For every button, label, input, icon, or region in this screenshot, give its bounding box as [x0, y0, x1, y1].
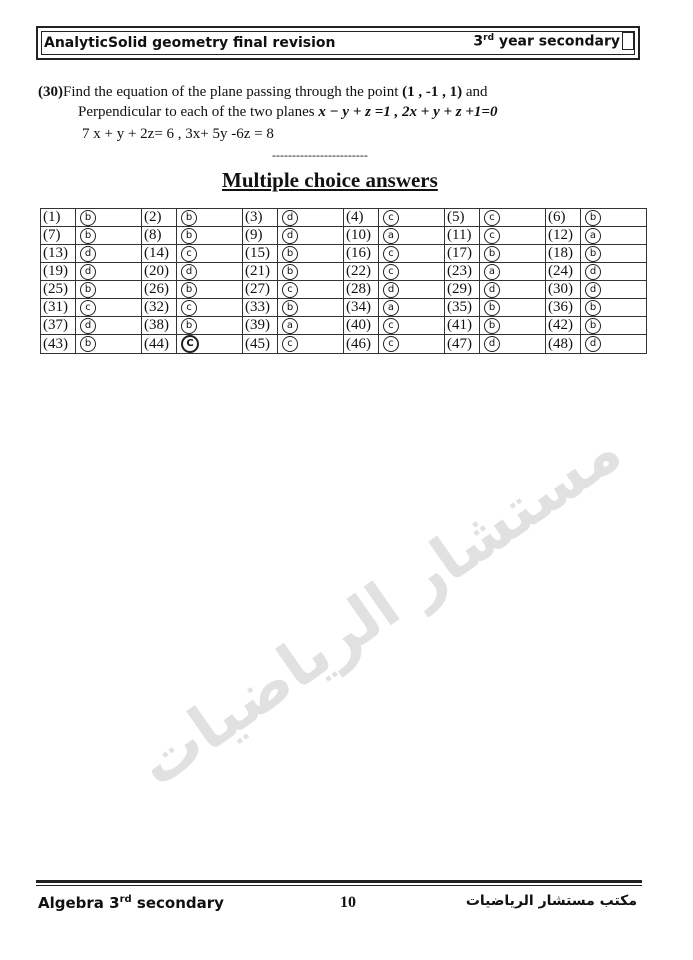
answer-cell: [581, 317, 647, 335]
question-number-cell: (1): [41, 209, 76, 227]
page-number: 10: [340, 894, 356, 911]
question-number-cell: (33): [243, 299, 278, 317]
question-line-3: 7 x + y + 2z= 6 , 3x+ 5y -6z = 8: [82, 126, 274, 142]
answer-choice-circle: d: [80, 264, 96, 280]
answer-cell: [581, 227, 647, 245]
footer-subject: [38, 894, 224, 912]
header-title: AnalyticSolid geometry final revision: [44, 35, 336, 51]
header-year-number: 3: [473, 33, 484, 50]
question-number-cell: (38): [142, 317, 177, 335]
question-number-cell: (6): [546, 209, 581, 227]
answer-cell: [278, 263, 344, 281]
answer-choice-circle: b: [181, 282, 197, 298]
question-number-cell: (22): [344, 263, 379, 281]
question-number-cell: (29): [445, 281, 480, 299]
answer-choice-circle: b: [585, 210, 601, 226]
mc-answers-title: Multiple choice answers: [222, 168, 438, 192]
answer-cell: [76, 335, 142, 354]
question-number-cell: (41): [445, 317, 480, 335]
answer-choice-circle: b: [181, 210, 197, 226]
answer-cell: [177, 281, 243, 299]
header-box: [36, 26, 640, 60]
answer-choice-circle: c: [383, 318, 399, 334]
answer-cell: [581, 299, 647, 317]
question-point: (1 , -1 , 1): [402, 84, 463, 100]
answer-cell: [379, 335, 445, 354]
watermark-text: مستشار الرياضيات: [124, 413, 635, 801]
header-year-sup: rd: [483, 33, 495, 43]
question-number-cell: (7): [41, 227, 76, 245]
footer-rule-thick: [36, 880, 642, 883]
question-number-cell: (48): [546, 335, 581, 354]
footer-subject-sup: rd: [119, 894, 132, 905]
answer-choice-circle: b: [80, 336, 96, 352]
header-tab-icon: [622, 32, 634, 50]
answer-cell: [480, 227, 546, 245]
answer-cell: [76, 263, 142, 281]
answer-cell: [480, 263, 546, 281]
question-line-2-text: Perpendicular to each of the two planes: [78, 104, 319, 120]
answer-cell: [177, 263, 243, 281]
question-number-cell: (27): [243, 281, 278, 299]
question-number-cell: (36): [546, 299, 581, 317]
answer-choice-circle: d: [181, 264, 197, 280]
answer-choice-circle: b: [484, 300, 500, 316]
answer-choice-circle: c: [484, 228, 500, 244]
answer-choice-circle: c: [181, 300, 197, 316]
answers-row: [41, 281, 647, 299]
answer-cell: [177, 227, 243, 245]
question-number-cell: (4): [344, 209, 379, 227]
question-number-cell: (9): [243, 227, 278, 245]
answer-cell: [177, 209, 243, 227]
answer-cell: [480, 281, 546, 299]
question-line-1: [38, 82, 488, 103]
question-number-cell: (5): [445, 209, 480, 227]
answer-choice-circle: d: [484, 336, 500, 352]
answer-choice-circle: c: [181, 246, 197, 262]
question-number-cell: (15): [243, 245, 278, 263]
answer-choice-circle: b: [282, 264, 298, 280]
watermark: [40, 413, 635, 801]
answers-table: [40, 208, 647, 354]
answer-cell: [177, 299, 243, 317]
question-number-cell: (25): [41, 281, 76, 299]
answer-cell: [379, 227, 445, 245]
question-number-cell: (31): [41, 299, 76, 317]
answer-cell: [379, 245, 445, 263]
answer-cell: [278, 245, 344, 263]
question-number-cell: (37): [41, 317, 76, 335]
answer-cell: [379, 281, 445, 299]
divider-dashes: ------------------------: [272, 148, 368, 162]
question-number-cell: (20): [142, 263, 177, 281]
question-number-cell: (43): [41, 335, 76, 354]
answer-choice-circle: b: [181, 318, 197, 334]
answer-cell: [278, 317, 344, 335]
question-number-cell: (23): [445, 263, 480, 281]
answer-choice-circle: a: [282, 318, 298, 334]
answer-choice-circle: c: [282, 282, 298, 298]
answer-choice-circle: c: [383, 210, 399, 226]
footer-office-name: مكتب مستشار الرياضيات: [465, 893, 637, 909]
question-number-cell: (40): [344, 317, 379, 335]
question-number-cell: (26): [142, 281, 177, 299]
answer-choice-circle: b: [80, 228, 96, 244]
answer-cell: [379, 263, 445, 281]
question-number-cell: (13): [41, 245, 76, 263]
answer-choice-circle: d: [585, 264, 601, 280]
header-year: [473, 33, 620, 50]
question-number-cell: (42): [546, 317, 581, 335]
answer-cell: [581, 263, 647, 281]
question-and: and: [462, 84, 488, 100]
answer-cell: [581, 209, 647, 227]
answer-cell: [76, 317, 142, 335]
answer-choice-circle: b: [80, 282, 96, 298]
answer-choice-circle: d: [585, 282, 601, 298]
answer-cell: [480, 317, 546, 335]
question-line-2: [78, 104, 497, 121]
answer-choice-circle: d: [585, 336, 601, 352]
answer-choice-circle: c: [80, 300, 96, 316]
answer-cell: [480, 335, 546, 354]
question-number-cell: (47): [445, 335, 480, 354]
answer-cell: [278, 227, 344, 245]
answer-cell: [76, 245, 142, 263]
answer-cell: [581, 335, 647, 354]
answer-choice-circle: b: [585, 300, 601, 316]
answer-cell: [480, 209, 546, 227]
answers-row: [41, 299, 647, 317]
answer-cell: [379, 317, 445, 335]
header-year-text: year secondary: [494, 33, 620, 50]
answer-cell: [379, 299, 445, 317]
answer-cell: [278, 281, 344, 299]
answer-choice-circle: b: [585, 246, 601, 262]
answer-cell: [76, 281, 142, 299]
answer-choice-circle: b: [80, 210, 96, 226]
answer-choice-circle: a: [484, 264, 500, 280]
answer-cell: [177, 317, 243, 335]
question-number-cell: (46): [344, 335, 379, 354]
question-number-cell: (28): [344, 281, 379, 299]
answer-choice-circle: c: [282, 336, 298, 352]
answer-cell: [581, 245, 647, 263]
question-number-cell: (45): [243, 335, 278, 354]
answer-cell: [581, 281, 647, 299]
answer-choice-circle: b: [282, 246, 298, 262]
answers-table-body: [41, 209, 647, 354]
answer-choice-circle: c: [484, 210, 500, 226]
question-number-cell: (39): [243, 317, 278, 335]
answer-choice-circle: d: [282, 228, 298, 244]
answers-row: [41, 209, 647, 227]
question-number-cell: (14): [142, 245, 177, 263]
footer-subject-pre: Algebra 3: [38, 894, 120, 912]
question-line-2-equations: x − y + z =1 , 2x + y + z +1=0: [318, 104, 498, 120]
answer-choice-circle: c: [383, 246, 399, 262]
answer-choice-circle: d: [80, 318, 96, 334]
question-number-cell: (19): [41, 263, 76, 281]
answer-cell: [480, 245, 546, 263]
answer-choice-circle: b: [181, 228, 197, 244]
answer-choice-circle: c: [383, 264, 399, 280]
question-number: (30): [38, 84, 63, 100]
question-number-cell: (3): [243, 209, 278, 227]
answer-choice-circle: a: [383, 228, 399, 244]
answers-row: [41, 335, 647, 354]
footer-rule-thin: [36, 885, 642, 886]
answer-cell: [76, 209, 142, 227]
question-number-cell: (11): [445, 227, 480, 245]
answer-choice-circle: c: [383, 336, 399, 352]
answer-cell: [278, 209, 344, 227]
answer-choice-circle: b: [585, 318, 601, 334]
answer-cell: [278, 299, 344, 317]
answer-cell: [76, 227, 142, 245]
answer-cell: [480, 299, 546, 317]
question-number-cell: (32): [142, 299, 177, 317]
answer-cell: [177, 335, 243, 354]
answer-choice-circle: a: [383, 300, 399, 316]
answer-choice-circle: b: [282, 300, 298, 316]
answer-cell: [278, 335, 344, 354]
question-number-cell: (8): [142, 227, 177, 245]
answer-choice-circle: C: [181, 335, 199, 353]
question-number-cell: (30): [546, 281, 581, 299]
answers-row: [41, 245, 647, 263]
question-number-cell: (2): [142, 209, 177, 227]
answers-row: [41, 227, 647, 245]
answer-choice-circle: b: [484, 318, 500, 334]
answer-cell: [379, 209, 445, 227]
question-number-cell: (21): [243, 263, 278, 281]
answers-row: [41, 263, 647, 281]
answer-choice-circle: d: [484, 282, 500, 298]
question-number-cell: (12): [546, 227, 581, 245]
answer-choice-circle: d: [383, 282, 399, 298]
question-number-cell: (18): [546, 245, 581, 263]
question-number-cell: (10): [344, 227, 379, 245]
answer-cell: [76, 299, 142, 317]
answer-cell: [177, 245, 243, 263]
question-number-cell: (17): [445, 245, 480, 263]
question-number-cell: (35): [445, 299, 480, 317]
answer-choice-circle: a: [585, 228, 601, 244]
footer-subject-post: secondary: [131, 894, 224, 912]
question-number-cell: (34): [344, 299, 379, 317]
question-number-cell: (16): [344, 245, 379, 263]
question-number-cell: (24): [546, 263, 581, 281]
question-text: Find the equation of the plane passing through the point: [63, 84, 403, 100]
question-number-cell: (44): [142, 335, 177, 354]
answer-choice-circle: b: [484, 246, 500, 262]
answer-choice-circle: d: [282, 210, 298, 226]
answers-row: [41, 317, 647, 335]
answer-choice-circle: d: [80, 246, 96, 262]
